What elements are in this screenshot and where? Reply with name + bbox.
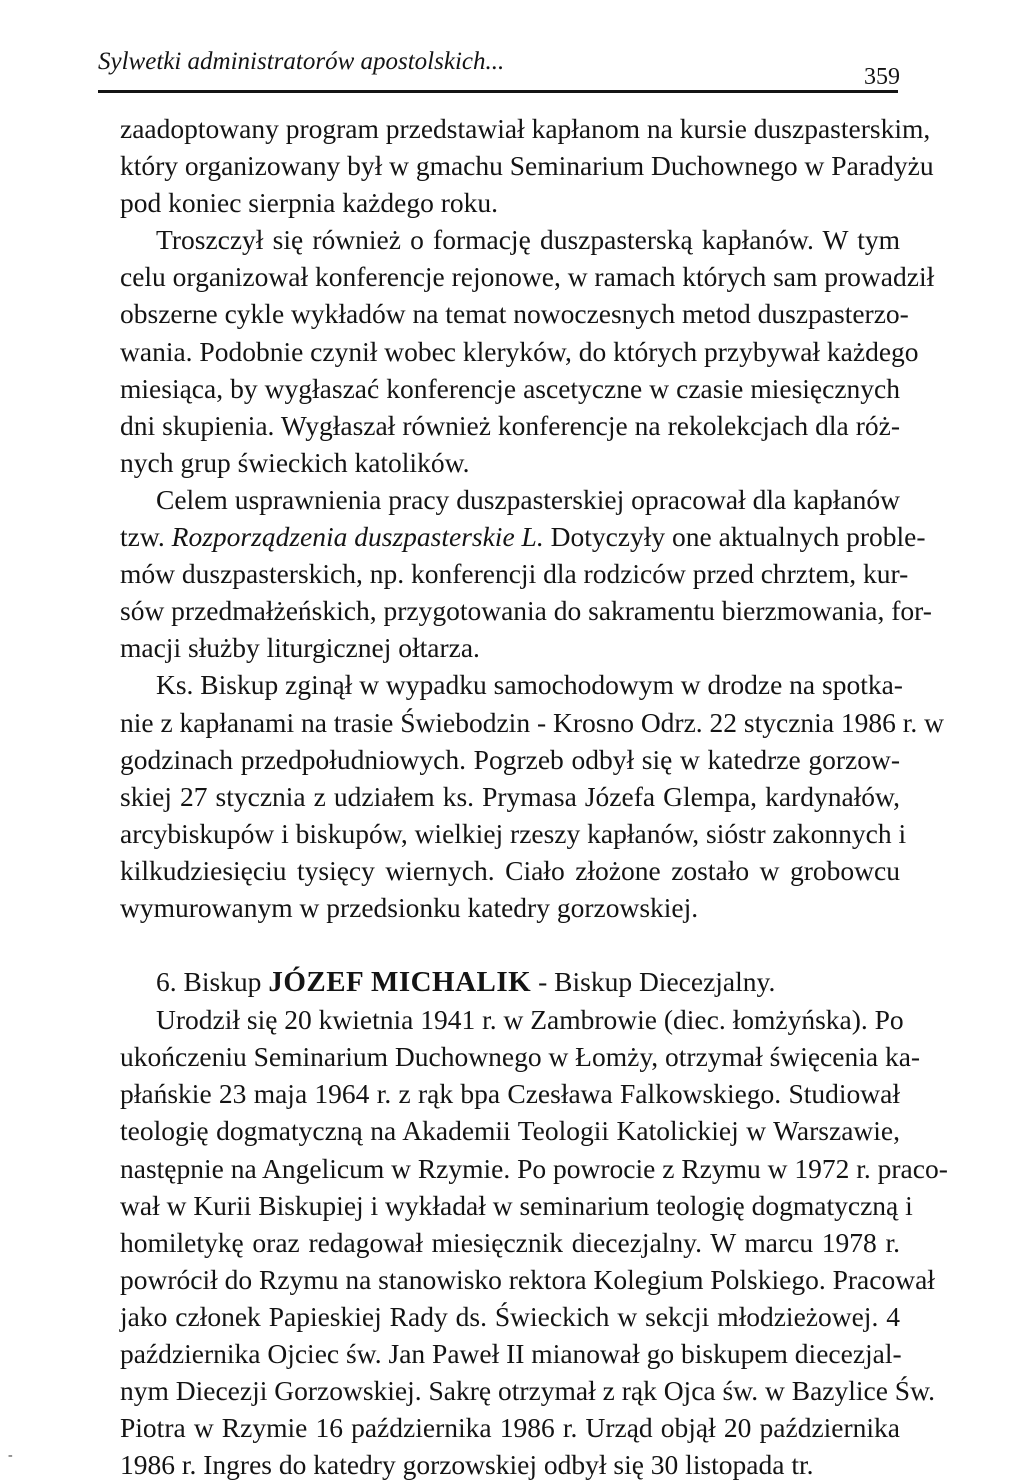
text-line: homiletykę oraz redagował miesięcznik diecezjalny. W marcu 1978 r.: [120, 1226, 900, 1258]
text-line: miesiąca, by wygłaszać konferencje ascetyczne w czasie miesięcznych: [120, 372, 900, 404]
corner-mark: -: [8, 1448, 13, 1463]
paragraph-gap: [120, 926, 900, 963]
text-line: zaadoptowany program przedstawiał kapłanom na kursie duszpasterskim,: [120, 113, 931, 144]
text-line: mów duszpasterskich, np. konferencji dla rodziców przed chrztem, kur-: [120, 558, 909, 590]
text-line: Troszczył się również o formację duszpasterską kapłanów. W tym: [156, 224, 900, 256]
heading-prefix: 6. Biskup: [156, 966, 269, 998]
text-line: ukończeniu Seminarium Duchownego w Łomży, otrzymał święcenia ka-: [120, 1041, 921, 1073]
paragraph: [120, 221, 935, 481]
text-line: nie z kapłanami na trasie Świebodzin - Krosno Odrz. 22 stycznia 1986 r. w: [120, 706, 945, 738]
running-header: [98, 40, 910, 92]
text-line: Urodził się 20 kwietnia 1941 r. w Zambrowie (diec. łomżyńska). Po: [156, 1004, 904, 1036]
italic-title: Rozporządzenia duszpasterskie L.: [171, 521, 544, 553]
text-line: dni skupienia. Wygłaszał również konferencje na rekolekcjach dla róż-: [120, 409, 900, 441]
text-line: nych grup świeckich katolików.: [120, 446, 470, 478]
text-line: płańskie 23 maja 1964 r. z rąk bpa Czesława Falkowskiego. Studiował: [120, 1078, 900, 1110]
text-line: obszerne cykle wykładów na temat nowoczesnych metod duszpasterzo-: [120, 298, 909, 330]
body-text: [120, 110, 948, 1483]
text-line: który organizowany był w gmachu Seminarium Duchownego w Paradyżu: [120, 150, 934, 182]
paragraph: [120, 666, 945, 926]
text-line: Ks. Biskup zginął w wypadku samochodowym w drodze na spotka-: [156, 669, 903, 701]
heading-suffix: - Biskup Diecezjalny.: [531, 966, 776, 998]
heading-name: JÓZEF MICHALIK: [268, 966, 532, 999]
text-line: kilkudziesięciu tysięcy wiernych. Ciało złożone zostało w grobowcu: [120, 854, 900, 886]
text-line: godzinach przedpołudniowych. Pogrzeb odbył się w katedrze gorzow-: [120, 743, 900, 775]
text-line: października Ojciec św. Jan Paweł II mianował go biskupem diecezjal-: [120, 1338, 902, 1369]
text-line: skiej 27 stycznia z udziałem ks. Prymasa Józefa Glempa, kardynałów,: [120, 780, 900, 812]
text-line: macji służby liturgicznej ołtarza.: [120, 632, 480, 664]
section-heading: [120, 963, 900, 1001]
text-line: nym Diecezji Gorzowskiej. Sakrę otrzymał z rąk Ojca św. w Bazylice Św.: [120, 1375, 936, 1407]
text-line: Piotra w Rzymie 16 października 1986 r. Urząd objął 20 października: [120, 1412, 900, 1444]
text-line: arcybiskupów i biskupów, wielkiej rzeszy kapłanów, sióstr zakonnych i: [120, 817, 907, 849]
text-line: następnie na Angelicum w Rzymie. Po powrocie z Rzymu w 1972 r. praco-: [120, 1152, 948, 1184]
text-line: wania. Podobnie czynił wobec kleryków, do których przybywał każdego: [120, 335, 919, 367]
heading-line: [120, 963, 900, 1001]
text-line: jako członek Papieskiej Rady ds. Świeckich w sekcji młodzieżowej. 4: [120, 1300, 900, 1332]
running-header-title: Sylwetki administratorów apostolskich...: [98, 48, 505, 75]
text-fragment: tzw.: [120, 521, 172, 553]
text-line: Celem usprawnienia pracy duszpasterskiej opracował dla kapłanów: [156, 483, 900, 515]
text-line: powrócił do Rzymu na stanowisko rektora Kolegium Polskiego. Pracował: [120, 1263, 935, 1295]
text-line: pod koniec sierpnia każdego roku.: [120, 187, 499, 219]
text-line: wymurowanym w przedsionku katedry gorzowskiej.: [120, 891, 699, 923]
paragraph: [120, 481, 932, 666]
paragraph: [120, 110, 934, 221]
text-fragment: Dotyczyły one aktualnych proble-: [543, 521, 926, 553]
page-number: 359: [864, 64, 900, 90]
text-line: sów przedmałżeńskich, przygotowania do sakramentu bierzmowania, for-: [120, 595, 932, 627]
text-line: wał w Kurii Biskupiej i wykładał w seminarium teologię dogmatyczną i: [120, 1189, 913, 1221]
text-line: 1986 r. Ingres do katedry gorzowskiej odbył się 30 listopada tr.: [120, 1449, 814, 1481]
text-line: [120, 518, 926, 555]
header-rule: [98, 90, 898, 93]
text-line: teologię dogmatyczną na Akademii Teologii Katolickiej w Warszawie,: [120, 1115, 900, 1147]
paragraph: [120, 1001, 948, 1483]
text-line: celu organizował konferencje rejonowe, w ramach których sam prowadził: [120, 261, 935, 293]
